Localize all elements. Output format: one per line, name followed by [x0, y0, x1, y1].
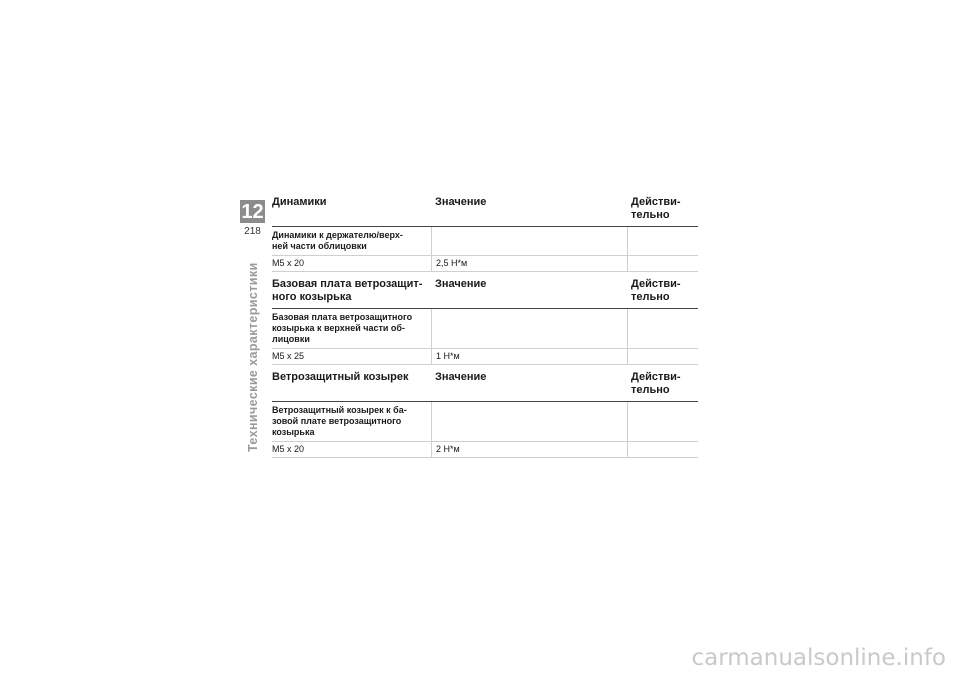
- section-header: [272, 196, 698, 227]
- valid-cell: [627, 256, 698, 271]
- table-row: [272, 349, 698, 365]
- subheading: Ветрозащитный козырек к ба- зовой плате ветрозащитного козырька: [272, 405, 407, 437]
- table-section: [272, 371, 698, 458]
- header-value: Значение: [435, 278, 487, 290]
- valid-cell: [627, 349, 698, 364]
- table-row: [272, 227, 698, 256]
- table-section: [272, 196, 698, 272]
- valid-cell: [627, 442, 698, 457]
- value-cell: 1 Н*м: [431, 349, 627, 364]
- table-section: [272, 278, 698, 365]
- table-row: [272, 442, 698, 458]
- subheading: Динамики к держателю/верх- ней части облицовки: [272, 230, 403, 251]
- header-valid: Действи- тельно: [631, 278, 681, 303]
- chapter-title: Технические характеристики: [246, 262, 260, 452]
- torque-table: [272, 196, 698, 464]
- header-value: Значение: [435, 371, 487, 383]
- value-cell: 2 Н*м: [431, 442, 627, 457]
- page-number: 218: [244, 226, 261, 237]
- subheading: Базовая плата ветрозащитного козырька к верхней части об- лицовки: [272, 312, 413, 344]
- section-header: [272, 278, 698, 309]
- header-component: Базовая плата ветрозащит- ного козырька: [272, 278, 423, 303]
- header-value: Значение: [435, 196, 487, 208]
- header-component: Ветрозащитный козырек: [272, 371, 409, 383]
- empty-cell: [627, 402, 698, 441]
- spec-cell: M5 x 20: [272, 444, 305, 454]
- empty-cell: [431, 402, 627, 441]
- value-cell: 2,5 Н*м: [431, 256, 627, 271]
- spec-cell: M5 x 25: [272, 351, 305, 361]
- section-header: [272, 371, 698, 402]
- table-row: [272, 402, 698, 442]
- empty-cell: [431, 309, 627, 348]
- header-valid: Действи- тельно: [631, 371, 681, 396]
- table-row: [272, 309, 698, 349]
- chapter-number: 12: [241, 200, 264, 223]
- spec-cell: M5 x 20: [272, 258, 305, 268]
- empty-cell: [627, 227, 698, 255]
- empty-cell: [431, 227, 627, 255]
- watermark: carmanualsonline.info: [691, 645, 946, 671]
- empty-cell: [627, 309, 698, 348]
- table-row: [272, 256, 698, 272]
- header-valid: Действи- тельно: [631, 196, 681, 221]
- header-component: Динамики: [272, 196, 327, 208]
